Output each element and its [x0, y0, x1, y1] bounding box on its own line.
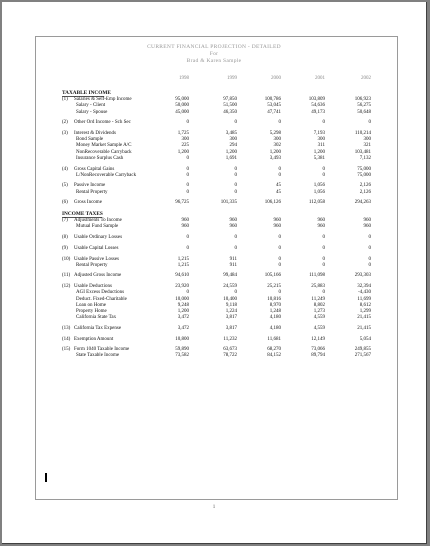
value-cell: 960 [363, 224, 371, 230]
value-cell: 101,335 [220, 200, 237, 206]
value-cell: 21,415 [357, 325, 371, 331]
line-number: (13) [62, 325, 71, 331]
value-cell: 53,045 [267, 103, 281, 109]
value-cell: 94,610 [175, 273, 189, 279]
line-item-detail-label: Bond Sample [76, 137, 104, 143]
line-item-detail-label: L/NonRecoverable Carryback [76, 172, 137, 178]
value-cell: 294 [229, 143, 237, 149]
value-cell: 0 [322, 235, 325, 241]
value-cell: 25,883 [311, 284, 325, 290]
line-item-label: Adjusted Gross Income [74, 273, 122, 279]
line-number: (1) [62, 97, 68, 103]
value-cell: 960 [317, 218, 325, 224]
value-cell: 1,215 [177, 262, 189, 268]
value-cell: 0 [278, 166, 281, 172]
value-cell: 960 [229, 224, 237, 230]
value-cell: 0 [322, 120, 325, 126]
value-cell: 78,722 [223, 353, 237, 359]
section-heading: INCOME TAXES [62, 211, 103, 217]
value-cell: 960 [181, 218, 189, 224]
line-number: (11) [62, 273, 71, 279]
value-cell: 47,741 [267, 109, 281, 115]
value-cell: 7,132 [359, 155, 371, 161]
line-number: (3) [62, 131, 68, 136]
value-cell: 0 [322, 262, 325, 268]
line-number: (8) [62, 235, 68, 241]
value-cell: 0 [278, 120, 281, 126]
value-cell: 960 [317, 224, 325, 230]
value-cell: 0 [186, 183, 189, 189]
value-cell: 1,200 [269, 149, 281, 155]
value-cell: 11,232 [223, 336, 237, 342]
year-column-header: 2002 [361, 76, 371, 81]
value-cell: 0 [368, 235, 371, 241]
value-cell: 0 [368, 262, 371, 268]
value-cell: 106,126 [264, 200, 281, 206]
value-cell: 225 [181, 143, 189, 149]
value-cell: 24,559 [223, 284, 237, 290]
value-cell: 10,400 [223, 296, 237, 302]
report-title: CURRENT FINANCIAL PROJECTION - DETAILED [147, 44, 281, 50]
value-cell: 5,298 [269, 131, 281, 136]
line-item-label: Gross Capital Gains [74, 166, 115, 172]
line-item-label: Gross Income [74, 200, 102, 206]
value-cell: 0 [322, 245, 325, 251]
value-cell: 0 [368, 256, 371, 262]
value-cell: 960 [273, 224, 281, 230]
value-cell: 0 [234, 290, 237, 296]
value-cell: 294,263 [354, 200, 371, 206]
value-cell: 45,000 [175, 109, 189, 115]
value-cell: 311 [317, 143, 325, 149]
value-cell: 111,098 [309, 273, 325, 279]
value-cell: 5,054 [359, 336, 371, 342]
value-cell: 0 [186, 172, 189, 178]
line-item-detail-label: Deduct. Fixed-Charitable [76, 296, 127, 302]
line-item-detail-label: Rental Property [76, 189, 108, 195]
value-cell: 21,415 [357, 315, 371, 321]
value-cell: 0 [234, 183, 237, 189]
value-cell: 1,056 [313, 189, 325, 195]
value-cell: 293,303 [354, 273, 371, 279]
value-cell: 0 [186, 235, 189, 241]
value-cell: 0 [278, 290, 281, 296]
line-item-label: Usable Ordinary Losses [74, 235, 123, 241]
value-cell: 9,118 [225, 302, 237, 308]
value-cell: 0 [186, 166, 189, 172]
value-cell: 3,493 [269, 155, 281, 161]
line-number: (10) [62, 256, 71, 262]
value-cell: 3,472 [177, 325, 189, 331]
value-cell: 300 [181, 137, 189, 143]
value-cell: 0 [322, 166, 325, 172]
line-item-label: Usable Capital Losses [74, 245, 119, 251]
report-client-name: Brad & Karen Sample [186, 58, 242, 64]
line-item-detail-label: Money Market Sample A/C [76, 143, 132, 149]
value-cell: 0 [186, 155, 189, 161]
value-cell: 271,567 [354, 353, 371, 359]
line-number: (14) [62, 336, 71, 342]
value-cell: 0 [278, 172, 281, 178]
value-cell: 0 [322, 290, 325, 296]
value-cell: 96,725 [175, 200, 189, 206]
value-cell: 300 [229, 137, 237, 143]
value-cell: 1,273 [313, 308, 325, 314]
value-cell: 0 [234, 172, 237, 178]
line-item-detail-label: State Taxable Income [76, 353, 120, 359]
value-cell: 960 [363, 218, 371, 224]
value-cell: 300 [273, 137, 281, 143]
value-cell: 1,200 [225, 149, 237, 155]
line-item-detail-label: Insurance Surplus Cash [76, 155, 124, 161]
value-cell: 0 [278, 235, 281, 241]
value-cell: 10,000 [175, 296, 189, 302]
value-cell: 63,673 [223, 347, 237, 353]
value-cell: 2,126 [359, 189, 371, 195]
year-column-header: 1998 [179, 76, 189, 81]
value-cell: 0 [234, 235, 237, 241]
value-cell: 1,056 [313, 183, 325, 189]
value-cell: 11,699 [357, 296, 371, 302]
value-cell: 911 [229, 262, 237, 268]
value-cell: 0 [234, 189, 237, 195]
line-item-label: Adjustments To Income [74, 218, 122, 224]
line-number: (5) [62, 183, 68, 189]
value-cell: 100,786 [264, 97, 281, 103]
value-cell: 249,855 [354, 347, 371, 353]
line-number: (9) [62, 245, 68, 251]
value-cell: 0 [234, 120, 237, 126]
value-cell: 960 [181, 224, 189, 230]
value-cell: 73,066 [311, 347, 325, 353]
value-cell: 3,817 [225, 315, 237, 321]
value-cell: 1,725 [177, 131, 189, 136]
value-cell: 68,270 [267, 347, 281, 353]
value-cell: 110,214 [354, 131, 371, 136]
value-cell: 0 [186, 189, 189, 195]
value-cell: 5,381 [313, 155, 325, 161]
line-number: (2) [62, 120, 68, 126]
value-cell: 103,809 [308, 97, 325, 103]
value-cell: 54,636 [311, 103, 325, 109]
value-cell: 1,200 [313, 149, 325, 155]
value-cell: 8,612 [359, 302, 371, 308]
line-item-detail-label: Salary - Spouse [76, 109, 108, 115]
value-cell: 1,691 [225, 155, 237, 161]
value-cell: 75,000 [357, 172, 371, 178]
line-item-label: Usable Passive Losses [74, 256, 119, 262]
value-cell: 51,500 [223, 103, 237, 109]
value-cell: 4,180 [269, 315, 281, 321]
value-cell: 0 [368, 245, 371, 251]
value-cell: 1,224 [225, 308, 237, 314]
section-heading: TAXABLE INCOME [62, 90, 111, 96]
text-cursor [45, 473, 47, 482]
value-cell: 0 [186, 290, 189, 296]
year-column-header: 1999 [227, 76, 237, 81]
value-cell: 25,215 [267, 284, 281, 290]
value-cell: 49,173 [311, 109, 325, 115]
value-cell: 1,248 [269, 308, 281, 314]
value-cell: 84,152 [267, 353, 281, 359]
line-item-label: Usable Deductions [74, 284, 112, 290]
value-cell: 45 [276, 183, 281, 189]
value-cell: 11,249 [311, 296, 325, 302]
value-cell: 99,484 [223, 273, 237, 279]
value-cell: 4,559 [313, 325, 325, 331]
line-item-label: Passive Income [74, 183, 106, 189]
line-number: (7) [62, 218, 68, 224]
value-cell: 7,193 [313, 131, 325, 136]
value-cell: 10,816 [267, 296, 281, 302]
line-item-detail-label: Rental Property [76, 262, 108, 268]
value-cell: 103,481 [354, 149, 371, 155]
value-cell: 0 [278, 262, 281, 268]
value-cell: 8,802 [313, 302, 325, 308]
value-cell: 321 [363, 143, 371, 149]
report-page [2, 2, 427, 544]
value-cell: 1,200 [177, 308, 189, 314]
value-cell: 73,582 [175, 353, 189, 359]
value-cell: 0 [368, 120, 371, 126]
value-cell: 0 [322, 256, 325, 262]
value-cell: 11,681 [267, 336, 281, 342]
value-cell: 0 [278, 245, 281, 251]
value-cell: 112,058 [308, 200, 325, 206]
value-cell: 300 [317, 137, 325, 143]
value-cell: 1,200 [177, 149, 189, 155]
value-cell: 0 [322, 172, 325, 178]
line-item-label: California Tax Expense [74, 325, 122, 331]
line-item-label: Other Ord Income - Sch Sec [74, 120, 131, 126]
line-item-detail-label: California State Tax [76, 315, 117, 321]
line-number: (12) [62, 284, 71, 290]
value-cell: 97,850 [223, 97, 237, 103]
value-cell: 0 [234, 166, 237, 172]
value-cell: 12,149 [311, 336, 325, 342]
value-cell: 106,923 [354, 97, 371, 103]
line-item-detail-label: Property Home [76, 308, 107, 314]
value-cell: 4,559 [313, 315, 325, 321]
value-cell: -4,430 [358, 290, 371, 296]
value-cell: 960 [229, 218, 237, 224]
value-cell: 3,472 [177, 315, 189, 321]
value-cell: 50,000 [175, 103, 189, 109]
line-item-detail-label: Loan on Home [76, 302, 106, 308]
value-cell: 911 [229, 256, 237, 262]
value-cell: 32,394 [357, 284, 371, 290]
line-number: (4) [62, 166, 68, 172]
value-cell: 75,000 [357, 166, 371, 172]
value-cell: 10,800 [175, 336, 189, 342]
line-number: (15) [62, 347, 71, 353]
line-number: (6) [62, 200, 68, 206]
value-cell: 960 [273, 218, 281, 224]
line-item-label: Salaries & Self-Emp Income [74, 97, 132, 103]
year-column-header: 2000 [271, 76, 281, 81]
value-cell: 302 [273, 143, 281, 149]
value-cell: 1,215 [177, 256, 189, 262]
line-item-detail-label: AGI Excess Deductions [76, 290, 125, 296]
value-cell: 0 [186, 245, 189, 251]
value-cell: 1,299 [359, 308, 371, 314]
line-item-label: Form 1040 Taxable Income [74, 347, 130, 353]
value-cell: 0 [234, 245, 237, 251]
page-number: 1 [212, 505, 216, 510]
value-cell: 23,920 [175, 284, 189, 290]
line-item-label: Interest & Dividends [74, 131, 116, 136]
value-cell: 105,166 [264, 273, 281, 279]
value-cell: 56,275 [357, 103, 371, 109]
value-cell: 8,970 [269, 302, 281, 308]
value-cell: 59,890 [175, 347, 189, 353]
value-cell: 3,485 [225, 131, 237, 136]
line-item-detail-label: Mutual Fund Sample [76, 224, 119, 230]
line-item-label: Exemption Amount [74, 336, 114, 342]
value-cell: 89,794 [311, 353, 325, 359]
value-cell: 50,648 [357, 109, 371, 115]
line-item-detail-label: NonRecoverable Carryback [76, 149, 132, 155]
value-cell: 45 [276, 189, 281, 195]
value-cell: 3,817 [225, 325, 237, 331]
value-cell: 0 [278, 256, 281, 262]
value-cell: 9,248 [177, 302, 189, 308]
report-for-label: For [209, 51, 219, 57]
value-cell: 2,126 [359, 183, 371, 189]
value-cell: 300 [363, 137, 371, 143]
year-column-header: 2001 [315, 76, 325, 81]
value-cell: 4,180 [269, 325, 281, 331]
line-item-detail-label: Salary - Client [76, 103, 106, 109]
value-cell: 0 [186, 120, 189, 126]
value-cell: 95,000 [175, 97, 189, 103]
value-cell: 46,350 [223, 109, 237, 115]
